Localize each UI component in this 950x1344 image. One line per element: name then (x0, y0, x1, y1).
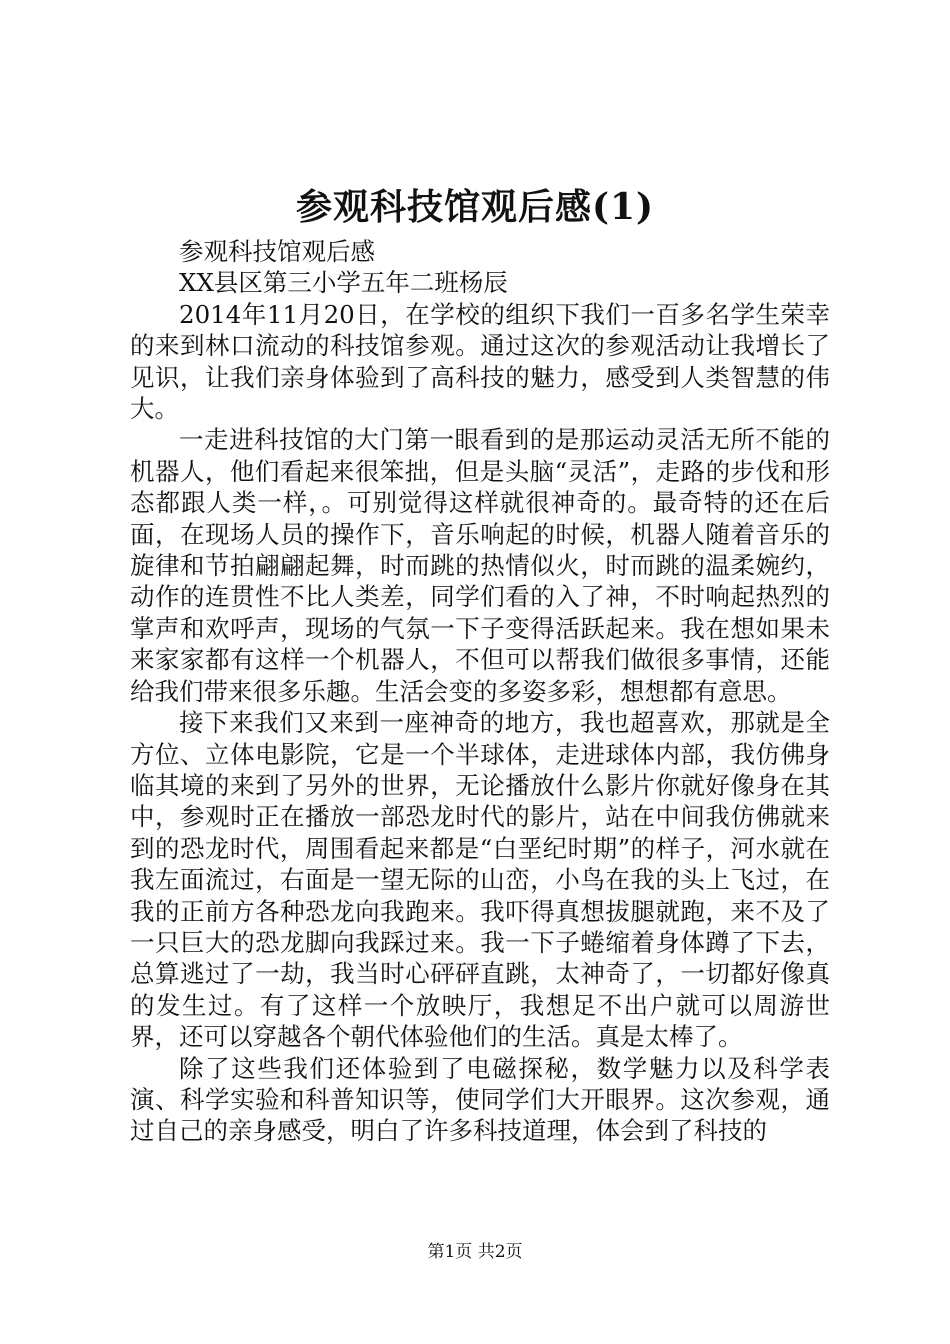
document-body (130, 236, 830, 1147)
essay-heading: 参观科技馆观后感 (179, 237, 375, 266)
paragraph: 一走进科技馆的大门第一眼看到的是那运动灵活无所不能的机器人，他们看起来很笨拙，但是头脑“灵活”，走路的步伐和形态都跟人类一样，。可别觉得这样就很神奇的。最奇特的还在后面，在现场人员的操作下，音乐响起的时候，机器人随着音乐的旋律和节拍翩翩起舞，时而跳的热情似火，时而跳的温柔婉约，动作的连贯性不比人类差，同学们看的入了神，不时响起热烈的掌声和欢呼声，现场的气氛一下子变得活跃起来。我在想如果未来家家都有这样一个机器人，不但可以帮我们做很多事情，还能给我们带来很多乐趣。生活会变的多姿多彩，想想都有意思。 (130, 425, 830, 706)
author-line: XX县区第三小学五年二班杨辰 (179, 268, 508, 298)
document-title: 参观科技馆观后感(1) (295, 186, 655, 228)
paragraph: 2014年11月20日，在学校的组织下我们一百多名学生荣幸的来到林口流动的科技馆参观。通过这次的参观活动让我增长了见识，让我们亲身体验到了高科技的魅力，感受到人类智慧的伟大。 (130, 299, 830, 424)
paragraph: 除了这些我们还体验到了电磁探秘，数学魅力以及科学表演、科学实验和科普知识等，使同学们大开眼界。这次参观，通过自己的亲身感受，明白了许多科技道理，体会到了科技的 (130, 1053, 830, 1146)
page-footer: 第1页 共2页 (427, 1242, 523, 1262)
paragraph: 接下来我们又来到一座神奇的地方，我也超喜欢，那就是全方位、立体电影院，它是一个半球体，走进球体内部，我仿佛身临其境的来到了另外的世界，无论播放什么影片你就好像身在其中，参观时正在播放一部恐龙时代的影片，站在中间我仿佛就来到的恐龙时代，周围看起来都是“白垩纪时期”的样子，河水就在我左面流过，右面是一望无际的山峦，小鸟在我的头上飞过，在我的正前方各种恐龙向我跑来。我吓得真想拔腿就跑，来不及了一只巨大的恐龙脚向我踩过来。我一下子蜷缩着身体蹲了下去，总算逃过了一劫，我当时心砰砰直跳，太神奇了，一切都好像真的发生过。有了这样一个放映厅，我想足不出户就可以周游世界，还可以穿越各个朝代体验他们的生活。真是太棒了。 (130, 708, 830, 1052)
